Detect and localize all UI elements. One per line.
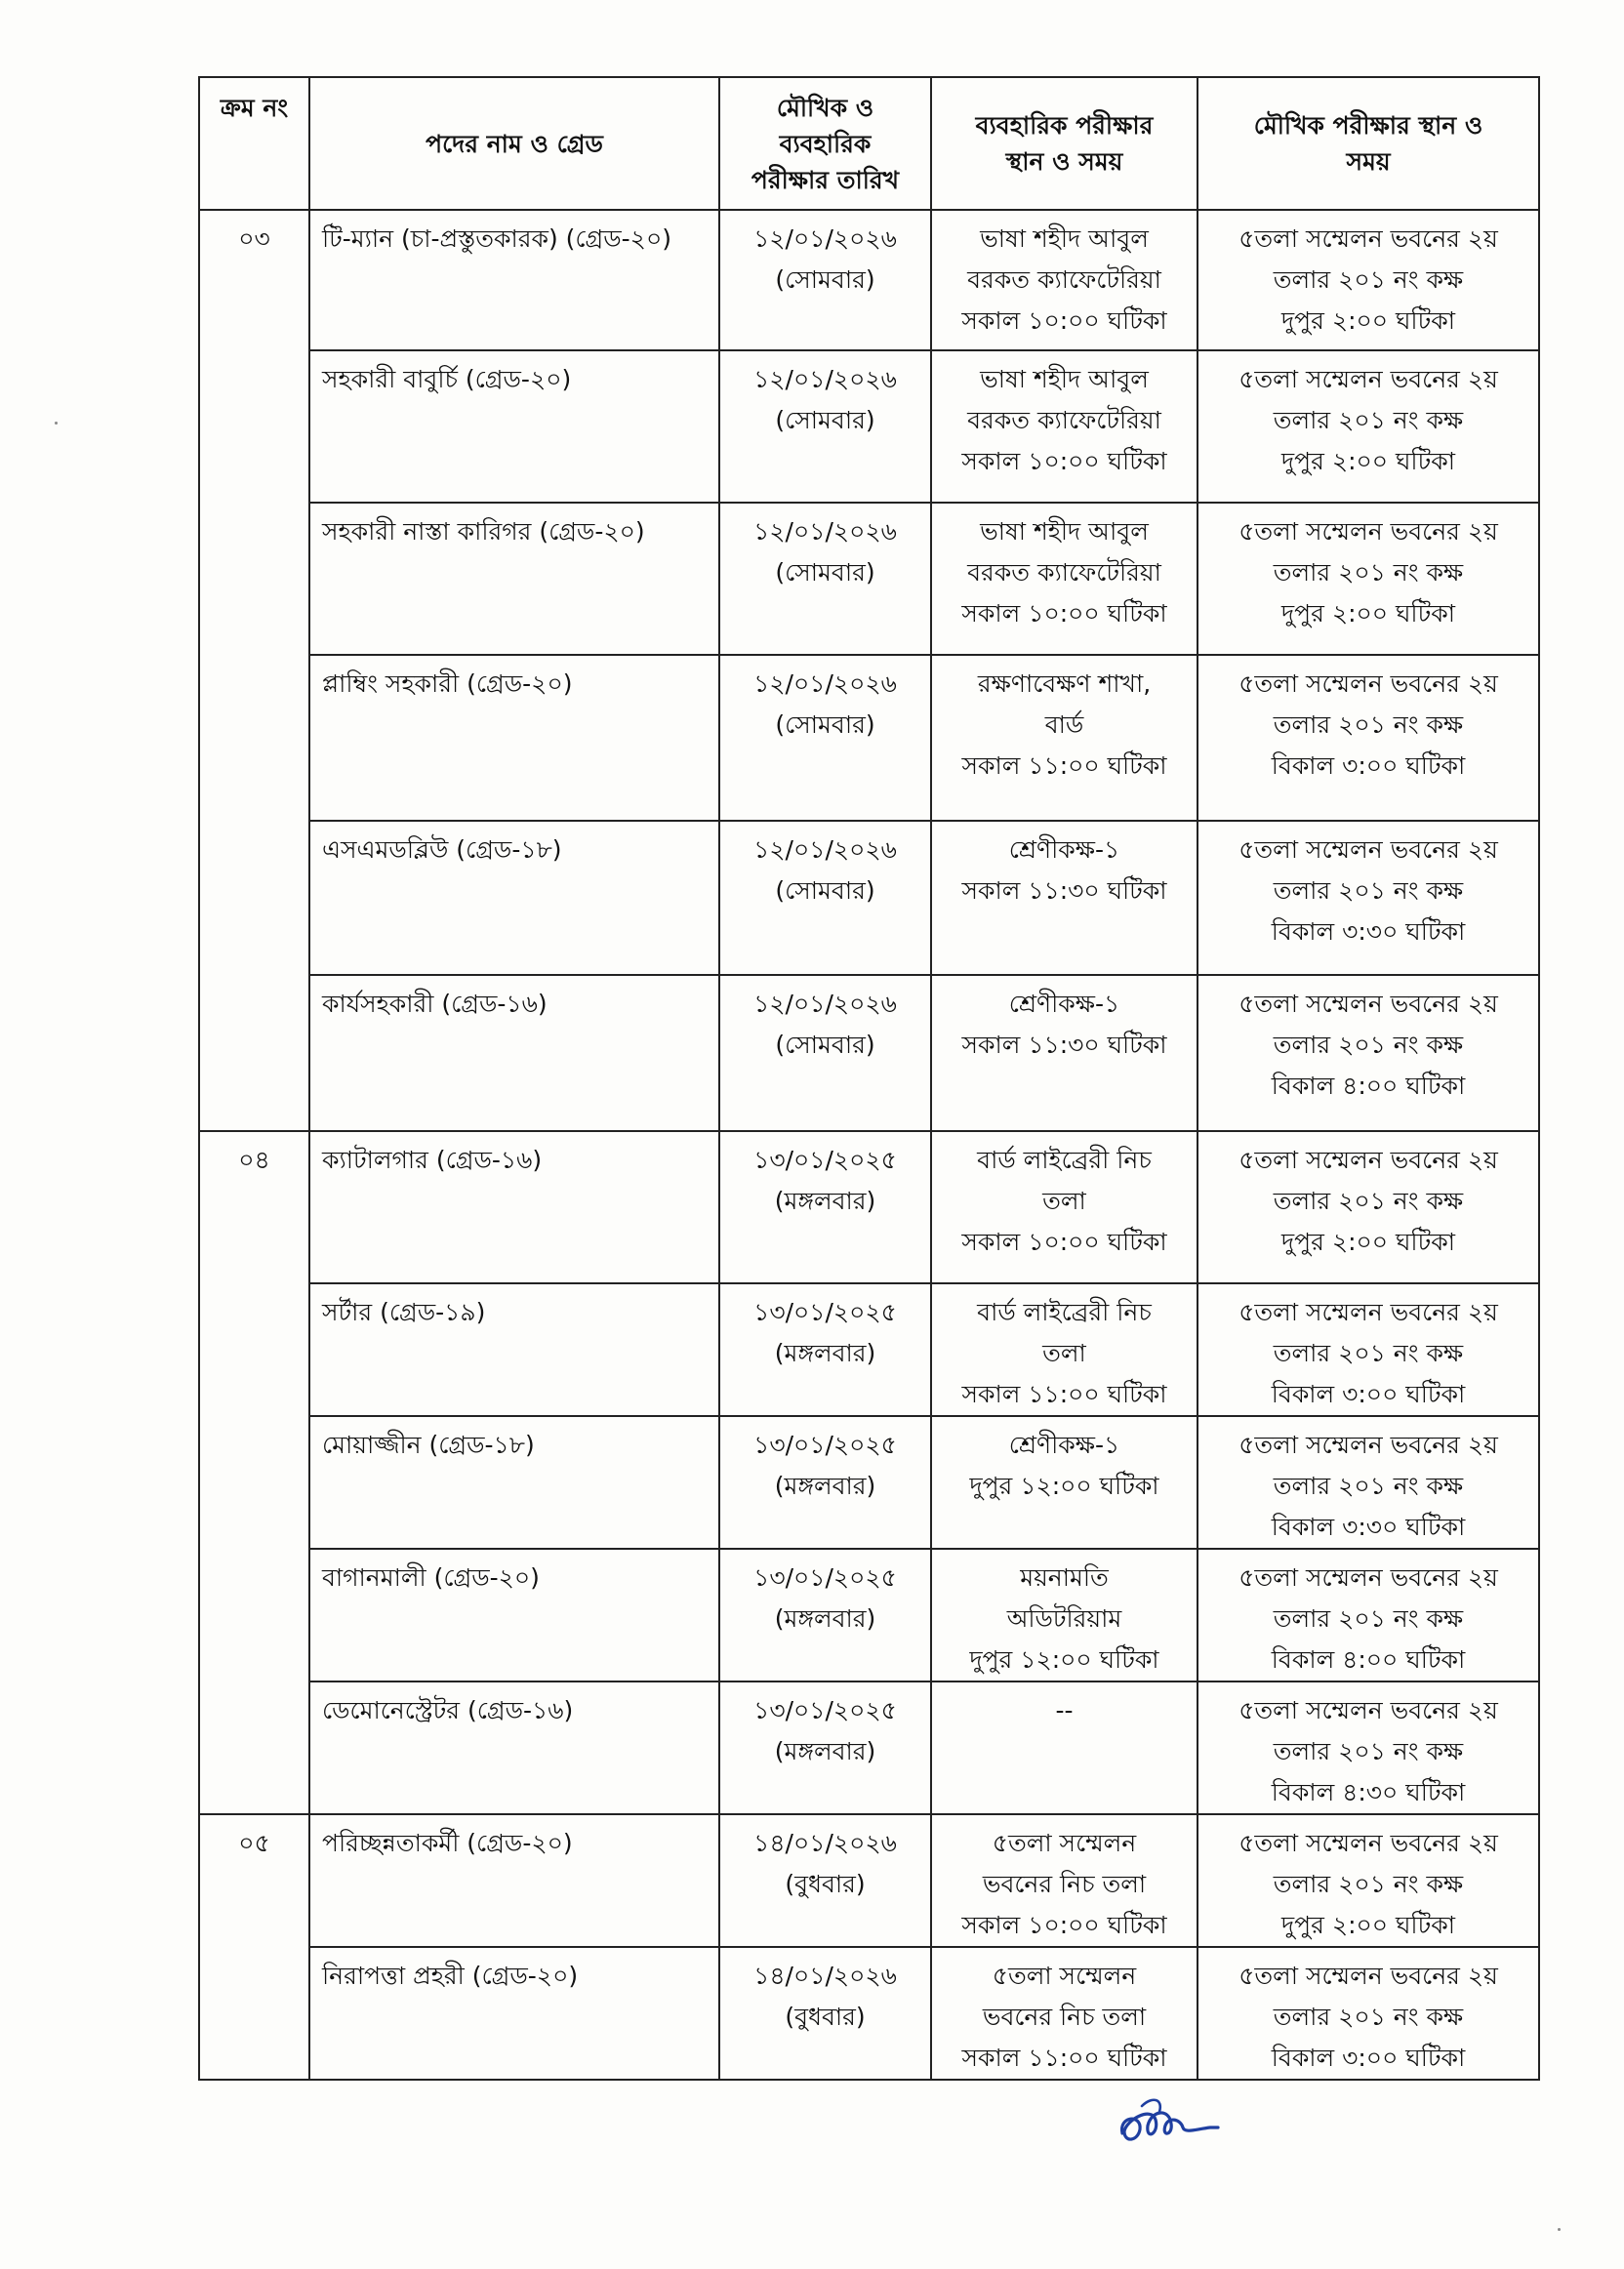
viva-venue-cell — [1198, 1131, 1539, 1283]
exam-date-line: ১২/০১/২০২৬ — [753, 990, 897, 1018]
viva-venue-line: বিকাল ৩:০০ ঘটিকা — [1271, 1380, 1466, 1408]
viva-venue-cell — [1198, 1416, 1539, 1549]
viva-venue-line: বিকাল ৪:০০ ঘটিকা — [1271, 1645, 1466, 1674]
practical-venue-line: ভবনের নিচ তলা — [982, 1870, 1147, 1898]
table-row — [199, 350, 1539, 503]
exam-date-line: ১২/০১/২০২৬ — [753, 224, 897, 253]
exam-date-line: (বুধবার) — [785, 1870, 866, 1898]
practical-venue-line: ৫তলা সম্মেলন — [992, 1829, 1137, 1857]
viva-venue-cell — [1198, 1283, 1539, 1416]
viva-venue-line: ৫তলা সম্মেলন ভবনের ২য় — [1238, 835, 1498, 864]
table-row — [199, 821, 1539, 975]
practical-venue-cell — [931, 350, 1198, 503]
practical-venue-line: সকাল ১১:০০ ঘটিকা — [961, 751, 1167, 780]
table-row — [199, 1814, 1539, 1947]
practical-venue-line: ভবনের নিচ তলা — [982, 2003, 1147, 2031]
viva-venue-cell — [1198, 1947, 1539, 2080]
scan-speck — [55, 422, 58, 425]
viva-venue-line: তলার ২০১ নং কক্ষ — [1273, 1737, 1464, 1765]
viva-venue-line: দুপুর ২:০০ ঘটিকা — [1281, 447, 1455, 475]
viva-venue-line: ৫তলা সম্মেলন ভবনের ২য় — [1238, 517, 1498, 546]
exam-date-line: ১৩/০১/২০২৫ — [753, 1431, 897, 1459]
practical-venue-line: ৫তলা সম্মেলন — [992, 1962, 1137, 1990]
exam-date-cell — [719, 821, 931, 975]
viva-venue-cell — [1198, 1681, 1539, 1814]
viva-venue-line: তলার ২০১ নং কক্ষ — [1273, 1870, 1464, 1898]
practical-venue-cell — [931, 1947, 1198, 2080]
header-post-name: পদের নাম ও গ্রেড — [309, 77, 719, 210]
practical-venue-cell — [931, 1814, 1198, 1947]
practical-venue-line: ময়নামতি — [1020, 1563, 1109, 1592]
post-name-cell: এসএমডব্লিউ (গ্রেড-১৮) — [309, 821, 719, 975]
practical-venue-line: সকাল ১০:০০ ঘটিকা — [961, 1228, 1167, 1256]
viva-venue-cell — [1198, 1814, 1539, 1947]
exam-date-line: ১৩/০১/২০২৫ — [753, 1146, 897, 1174]
practical-venue-line: অডিটরিয়াম — [1006, 1604, 1122, 1633]
post-name-cell: মোয়াজ্জীন (গ্রেড-১৮) — [309, 1416, 719, 1549]
post-name-cell: কার্যসহকারী (গ্রেড-১৬) — [309, 975, 719, 1131]
practical-venue-line: সকাল ১১:০০ ঘটিকা — [961, 1380, 1167, 1408]
practical-venue-line: সকাল ১০:০০ ঘটিকা — [961, 306, 1167, 335]
post-name-cell: নিরাপত্তা প্রহরী (গ্রেড-২০) — [309, 1947, 719, 2080]
viva-venue-line: ৫তলা সম্মেলন ভবনের ২য় — [1238, 1563, 1498, 1592]
viva-venue-line: বিকাল ৩:৩০ ঘটিকা — [1271, 917, 1466, 946]
practical-venue-cell — [931, 655, 1198, 821]
table-row — [199, 210, 1539, 350]
exam-date-line: (সোমবার) — [775, 406, 875, 434]
post-name-cell: ক্যাটালগার (গ্রেড-১৬) — [309, 1131, 719, 1283]
viva-venue-line: তলার ২০১ নং কক্ষ — [1273, 1339, 1464, 1367]
table-row — [199, 1947, 1539, 2080]
practical-venue-cell — [931, 1549, 1198, 1681]
exam-date-cell — [719, 1131, 931, 1283]
viva-venue-line: তলার ২০১ নং কক্ষ — [1273, 1604, 1464, 1633]
signature — [1113, 2087, 1239, 2155]
table-row — [199, 1549, 1539, 1681]
exam-date-line: (মঙ্গলবার) — [774, 1187, 876, 1215]
viva-venue-line: তলার ২০১ নং কক্ষ — [1273, 1031, 1464, 1059]
exam-date-cell — [719, 1947, 931, 2080]
exam-date-cell — [719, 210, 931, 350]
exam-date-cell — [719, 1283, 931, 1416]
viva-venue-line: বিকাল ৪:৩০ ঘটিকা — [1271, 1778, 1466, 1806]
viva-venue-line: দুপুর ২:০০ ঘটিকা — [1281, 599, 1455, 628]
exam-date-line: (বুধবার) — [785, 2003, 866, 2031]
post-name-cell: সহকারী বাবুর্চি (গ্রেড-২০) — [309, 350, 719, 503]
viva-venue-line: তলার ২০১ নং কক্ষ — [1273, 710, 1464, 739]
practical-venue-cell — [931, 1681, 1198, 1814]
practical-venue-line: ভাষা শহীদ আবুল — [980, 517, 1149, 546]
viva-venue-cell — [1198, 350, 1539, 503]
practical-venue-line: দুপুর ১২:০০ ঘটিকা — [969, 1472, 1159, 1500]
exam-date-line: ১৪/০১/২০২৬ — [753, 1962, 897, 1990]
exam-date-cell — [719, 350, 931, 503]
viva-venue-cell — [1198, 1549, 1539, 1681]
table-row — [199, 1131, 1539, 1283]
exam-date-line: ১৩/০১/২০২৫ — [753, 1563, 897, 1592]
exam-date-line: ১২/০১/২০২৬ — [753, 517, 897, 546]
table-row — [199, 975, 1539, 1131]
viva-venue-line: তলার ২০১ নং কক্ষ — [1273, 1187, 1464, 1215]
post-name-cell: সহকারী নাস্তা কারিগর (গ্রেড-২০) — [309, 503, 719, 655]
post-name-cell: প্লাম্বিং সহকারী (গ্রেড-২০) — [309, 655, 719, 821]
exam-date-cell — [719, 655, 931, 821]
post-name-cell: টি-ম্যান (চা-প্রস্তুতকারক) (গ্রেড-২০) — [309, 210, 719, 350]
exam-date-line: ১৩/০১/২০২৫ — [753, 1696, 897, 1724]
practical-venue-line: সকাল ১১:৩০ ঘটিকা — [961, 876, 1167, 905]
exam-date-line: (সোমবার) — [775, 1031, 875, 1059]
viva-venue-line: ৫তলা সম্মেলন ভবনের ২য় — [1238, 1298, 1498, 1326]
viva-venue-line: ৫তলা সম্মেলন ভবনের ২য় — [1238, 1146, 1498, 1174]
post-name-cell: সর্টার (গ্রেড-১৯) — [309, 1283, 719, 1416]
exam-date-line: (মঙ্গলবার) — [774, 1339, 876, 1367]
viva-venue-cell — [1198, 503, 1539, 655]
practical-venue-cell — [931, 503, 1198, 655]
viva-venue-cell — [1198, 210, 1539, 350]
exam-date-line: ১২/০১/২০২৬ — [753, 365, 897, 393]
scan-speck — [1558, 2228, 1561, 2231]
viva-venue-line: ৫তলা সম্মেলন ভবনের ২য় — [1238, 669, 1498, 698]
exam-date-line: (মঙ্গলবার) — [774, 1472, 876, 1500]
post-name-cell: পরিচ্ছন্নতাকর্মী (গ্রেড-২০) — [309, 1814, 719, 1947]
exam-date-line: ১৩/০১/২০২৫ — [753, 1298, 897, 1326]
practical-venue-line: বার্ড — [1044, 710, 1084, 739]
viva-venue-line: ৫তলা সম্মেলন ভবনের ২য় — [1238, 224, 1498, 253]
exam-date-cell — [719, 503, 931, 655]
exam-date-line: ১২/০১/২০২৬ — [753, 669, 897, 698]
practical-venue-line: রক্ষণাবেক্ষণ শাখা, — [977, 669, 1152, 698]
practical-venue-line: সকাল ১০:০০ ঘটিকা — [961, 447, 1167, 475]
exam-schedule-table — [198, 76, 1540, 2081]
practical-venue-line: তলা — [1042, 1339, 1086, 1367]
viva-venue-line: দুপুর ২:০০ ঘটিকা — [1281, 1228, 1455, 1256]
exam-date-cell — [719, 1681, 931, 1814]
viva-venue-line: তলার ২০১ নং কক্ষ — [1273, 558, 1464, 587]
table-row — [199, 1283, 1539, 1416]
practical-venue-cell — [931, 975, 1198, 1131]
viva-venue-line: তলার ২০১ নং কক্ষ — [1273, 265, 1464, 294]
practical-venue-cell — [931, 1416, 1198, 1549]
exam-date-line: (মঙ্গলবার) — [774, 1604, 876, 1633]
viva-venue-line: ৫তলা সম্মেলন ভবনের ২য় — [1238, 990, 1498, 1018]
practical-venue-cell — [931, 1283, 1198, 1416]
viva-venue-cell — [1198, 821, 1539, 975]
exam-date-line: ১৪/০১/২০২৬ — [753, 1829, 897, 1857]
viva-venue-line: ৫তলা সম্মেলন ভবনের ২য় — [1238, 1962, 1498, 1990]
exam-date-cell — [719, 1549, 931, 1681]
viva-venue-cell — [1198, 975, 1539, 1131]
viva-venue-line: দুপুর ২:০০ ঘটিকা — [1281, 1911, 1455, 1939]
practical-venue-line: সকাল ১০:০০ ঘটিকা — [961, 599, 1167, 628]
exam-date-line: (সোমবার) — [775, 558, 875, 587]
practical-venue-line: শ্রেণীকক্ষ-১ — [1008, 990, 1120, 1018]
header-viva-venue-time: মৌখিক পরীক্ষার স্থান ও সময় — [1198, 77, 1539, 210]
viva-venue-line: তলার ২০১ নং কক্ষ — [1273, 406, 1464, 434]
practical-venue-cell — [931, 1131, 1198, 1283]
exam-date-line: (সোমবার) — [775, 265, 875, 294]
viva-venue-line: তলার ২০১ নং কক্ষ — [1273, 876, 1464, 905]
header-exam-date: মৌখিক ও ব্যবহারিক পরীক্ষার তারিখ — [719, 77, 931, 210]
viva-venue-line: ৫তলা সম্মেলন ভবনের ২য় — [1238, 365, 1498, 393]
practical-venue-line: -- — [1055, 1696, 1074, 1724]
header-practical-venue-time: ব্যবহারিক পরীক্ষার স্থান ও সময় — [931, 77, 1198, 210]
exam-date-line: (সোমবার) — [775, 710, 875, 739]
exam-date-line: (সোমবার) — [775, 876, 875, 905]
serial-cell: ০৪ — [199, 1131, 309, 1814]
practical-venue-line: সকাল ১১:৩০ ঘটিকা — [961, 1031, 1167, 1059]
practical-venue-line: ভাষা শহীদ আবুল — [980, 365, 1149, 393]
practical-venue-line: বার্ড লাইব্রেরী নিচ — [977, 1146, 1152, 1174]
exam-date-cell — [719, 1416, 931, 1549]
viva-venue-line: ৫তলা সম্মেলন ভবনের ২য় — [1238, 1829, 1498, 1857]
exam-date-cell — [719, 1814, 931, 1947]
practical-venue-line: শ্রেণীকক্ষ-১ — [1008, 1431, 1120, 1459]
practical-venue-line: বরকত ক্যাফেটেরিয়া — [967, 406, 1161, 434]
viva-venue-line: দুপুর ২:০০ ঘটিকা — [1281, 306, 1455, 335]
practical-venue-line: সকাল ১০:০০ ঘটিকা — [961, 1911, 1167, 1939]
practical-venue-line: বরকত ক্যাফেটেরিয়া — [967, 265, 1161, 294]
table-row — [199, 1416, 1539, 1549]
post-name-cell: ডেমোনেস্ট্রেটর (গ্রেড-১৬) — [309, 1681, 719, 1814]
table-row — [199, 1681, 1539, 1814]
practical-venue-line: বার্ড লাইব্রেরী নিচ — [977, 1298, 1152, 1326]
table-row — [199, 655, 1539, 821]
table-row — [199, 503, 1539, 655]
exam-date-line: ১২/০১/২০২৬ — [753, 835, 897, 864]
serial-cell: ০৩ — [199, 210, 309, 1131]
table-body — [199, 210, 1539, 2080]
practical-venue-line: শ্রেণীকক্ষ-১ — [1008, 835, 1120, 864]
exam-date-cell — [719, 975, 931, 1131]
viva-venue-line: তলার ২০১ নং কক্ষ — [1273, 2003, 1464, 2031]
viva-venue-line: বিকাল ৪:০০ ঘটিকা — [1271, 1072, 1466, 1100]
practical-venue-line: তলা — [1042, 1187, 1086, 1215]
practical-venue-line: সকাল ১১:০০ ঘটিকা — [961, 2044, 1167, 2072]
header-serial: ক্রম নং — [199, 77, 309, 210]
viva-venue-line: বিকাল ৩:০০ ঘটিকা — [1271, 751, 1466, 780]
serial-cell: ০৫ — [199, 1814, 309, 2080]
practical-venue-line: বরকত ক্যাফেটেরিয়া — [967, 558, 1161, 587]
viva-venue-cell — [1198, 655, 1539, 821]
viva-venue-line: ৫তলা সম্মেলন ভবনের ২য় — [1238, 1431, 1498, 1459]
viva-venue-line: তলার ২০১ নং কক্ষ — [1273, 1472, 1464, 1500]
viva-venue-line: বিকাল ৩:০০ ঘটিকা — [1271, 2044, 1466, 2072]
viva-venue-line: ৫তলা সম্মেলন ভবনের ২য় — [1238, 1696, 1498, 1724]
practical-venue-line: ভাষা শহীদ আবুল — [980, 224, 1149, 253]
practical-venue-cell — [931, 821, 1198, 975]
practical-venue-line: দুপুর ১২:০০ ঘটিকা — [969, 1645, 1159, 1674]
post-name-cell: বাগানমালী (গ্রেড-২০) — [309, 1549, 719, 1681]
viva-venue-line: বিকাল ৩:৩০ ঘটিকা — [1271, 1513, 1466, 1541]
practical-venue-cell — [931, 210, 1198, 350]
table-header — [199, 77, 1539, 210]
exam-date-line: (মঙ্গলবার) — [774, 1737, 876, 1765]
